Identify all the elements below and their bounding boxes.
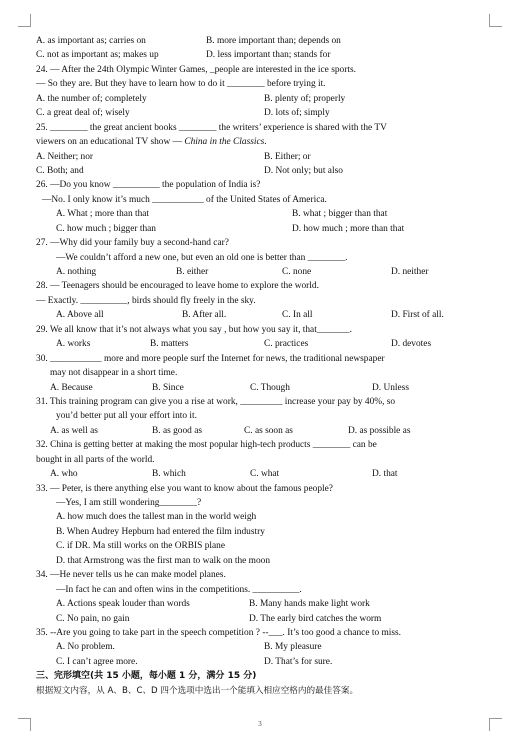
text-line [36, 467, 482, 481]
line-text: A. the number of; completely [36, 93, 147, 104]
text-line [36, 381, 482, 395]
question-content [36, 34, 482, 698]
line-text: bought in all parts of the world. [36, 454, 155, 465]
line-text: 33. — Peter, is there anything else you want to know about the famous people? [36, 483, 333, 494]
text-line [36, 655, 482, 669]
line-text: 26. —Do you know __________ the population of India is? [36, 180, 261, 191]
text-line [36, 251, 482, 265]
line-text: 32. China is getting better at making the most popular high-tech products ________ can be [36, 440, 377, 451]
line-text: A. as important as; carries on [36, 36, 146, 46]
line-text: —Yes, I am still wondering________? [56, 498, 202, 508]
line-text: A. who [50, 469, 78, 480]
text-line [36, 164, 482, 178]
text-line [36, 308, 482, 322]
answer-option: C. Though [250, 382, 290, 393]
text-line [36, 597, 482, 611]
answer-option: D. as possible as [348, 425, 411, 436]
line-text: — So they are. But they have to learn how to do it ________ before trying it. [36, 79, 326, 90]
answer-option: B. as good as [152, 425, 202, 436]
answer-option: B. plenty of; properly [264, 93, 346, 104]
answer-option: B. matters [150, 339, 189, 350]
text-line [36, 34, 482, 48]
line-text: A. Because [50, 382, 93, 393]
answer-option: D. devotes [391, 339, 432, 350]
line-text: C. a great deal of; wisely [36, 108, 130, 119]
answer-option: B. what ; bigger than that [292, 209, 388, 220]
answer-option: D. lots of; simply [264, 108, 330, 119]
text-line [36, 323, 482, 337]
answer-option: D. how much ; more than that [292, 223, 405, 234]
text-line [36, 568, 482, 582]
line-text: D. that Armstrong was the first man to walk on the moon [56, 555, 271, 566]
answer-option: C. In all [282, 310, 313, 321]
text-line [36, 193, 482, 207]
text-line [36, 352, 482, 366]
line-text: — Exactly. __________, birds should fly freely in the sky. [36, 295, 256, 306]
text-line [36, 640, 482, 654]
text-line [36, 121, 482, 135]
answer-option: C. none [282, 267, 312, 277]
answer-option: B. My pleasure [264, 642, 322, 653]
text-line [36, 612, 482, 626]
answer-option: B. Either; or [264, 151, 311, 162]
answer-option: C. what [250, 469, 280, 480]
answer-option: D. neither [391, 267, 429, 277]
text-line [36, 77, 482, 91]
line-text: 30. ___________ more and more people surf the Internet for news, the traditional newspaper [36, 353, 385, 364]
line-text: C. I can’t agree more. [56, 656, 138, 667]
text-line [36, 48, 482, 62]
text-line [36, 453, 482, 467]
line-text: A. Actions speak louder than words [56, 599, 190, 610]
text-line [36, 207, 482, 221]
text-line [36, 583, 482, 597]
line-text: may not disappear in a short time. [50, 368, 178, 379]
line-text: C. No pain, no gain [56, 613, 130, 624]
line-text: you’d better put all your effort into it. [56, 411, 197, 422]
line-text: A. Above all [56, 310, 104, 321]
line-text: —No. I only know it’s much ___________ of the United States of America. [42, 194, 327, 205]
line-text: 31. This training program can give you a rise at work, _________ increase your pay by 40%, so [36, 396, 396, 407]
line-text: C. Both; and [36, 165, 84, 176]
line-text: A. No problem. [56, 642, 115, 653]
answer-option: D. Not only; but also [264, 165, 343, 176]
answer-option: B. which [152, 469, 186, 480]
line-italic-text: China in the Classics [184, 137, 265, 148]
text-line [36, 626, 482, 640]
line-text: A. how much does the tallest man in the world weigh [56, 512, 257, 523]
answer-option: B. either [176, 267, 209, 277]
line-text: 25. ________ the great ancient books ________ the writers’ experience is shared with the TV [36, 122, 387, 133]
text-line [36, 150, 482, 164]
line-text: 27. —Why did your family buy a second-hand car? [36, 238, 229, 249]
text-line [36, 236, 482, 250]
section-title: 三、完形填空(共 15 小题，每小题 1 分，满分 15 分) [36, 671, 257, 682]
line-text: C. how much ; bigger than [56, 223, 156, 234]
answer-option: B. Since [152, 382, 184, 393]
section-instruction: 根据短文内容，从 A、B、C、D 四个选项中选出一个能填入相应空格内的最佳答案。 [36, 685, 359, 696]
line-text: A. as well as [50, 425, 98, 436]
text-line [36, 438, 482, 452]
answer-option: D. First of all. [391, 310, 444, 321]
text-line [36, 279, 482, 293]
text-line [36, 424, 482, 438]
text-line [36, 92, 482, 106]
line-text: A. nothing [56, 267, 97, 277]
text-line [36, 496, 482, 510]
line-text: A. works [56, 339, 91, 350]
line-text: B. When Audrey Hepburn had entered the film industry [56, 526, 265, 537]
text-line [36, 539, 482, 553]
text-line [36, 554, 482, 568]
text-line [36, 366, 482, 380]
crop-mark-top-left [18, 14, 31, 27]
answer-option: B. more important than; depends on [206, 36, 341, 46]
text-line [36, 409, 482, 423]
line-text: A. What ; more than that [56, 209, 150, 220]
answer-option: D. less important than; stands for [206, 50, 331, 61]
text-line [36, 395, 482, 409]
line-text: 29. We all know that it’s not always what you say , but how you say it, that_______. [36, 324, 352, 335]
crop-mark-top-right [489, 14, 502, 27]
answer-option: D. The early bird catches the worm [249, 613, 382, 624]
line-text: 24. — After the 24th Olympic Winter Games, _people are interested in the ice sports. [36, 64, 356, 75]
text-line [36, 135, 482, 149]
text-line [36, 294, 482, 308]
line-text: viewers on an educational TV show — [36, 137, 185, 148]
line-text: C. if DR. Ma still works on the ORBIS plane [56, 541, 226, 552]
answer-option: D. That’s for sure. [264, 656, 333, 667]
answer-option: D. Unless [372, 382, 409, 393]
answer-option: B. Many hands make light work [249, 599, 370, 610]
line-text: A. Neither; nor [36, 151, 94, 162]
text-line [36, 106, 482, 120]
answer-option: B. After all. [182, 310, 227, 321]
line-text: 35. --Are you going to take part in the speech competition ? --___. It’s too good a chance to miss. [36, 627, 402, 638]
answer-option: C. as soon as [244, 425, 293, 436]
text-line [36, 63, 482, 77]
text-line [36, 222, 482, 236]
line-text: C. not as important as; makes up [36, 50, 159, 61]
text-line [36, 178, 482, 192]
line-text: —In fact he can and often wins in the competitions. __________. [56, 584, 302, 595]
answer-option: D. that [372, 469, 398, 480]
line-text: —We couldn’t afford a new one, but even an old one is better than ________. [56, 252, 348, 263]
answer-option: C. practices [264, 339, 309, 350]
line-text: 34. —He never tells us he can make model planes. [36, 570, 226, 581]
text-line [36, 525, 482, 539]
text-line [36, 337, 482, 351]
line-trailing-text: . [264, 137, 267, 148]
text-line [36, 510, 482, 524]
page-number: 3 [258, 720, 262, 728]
text-line [36, 482, 482, 496]
line-text: 28. — Teenagers should be encouraged to leave home to explore the world. [36, 281, 319, 292]
text-line [36, 265, 482, 279]
